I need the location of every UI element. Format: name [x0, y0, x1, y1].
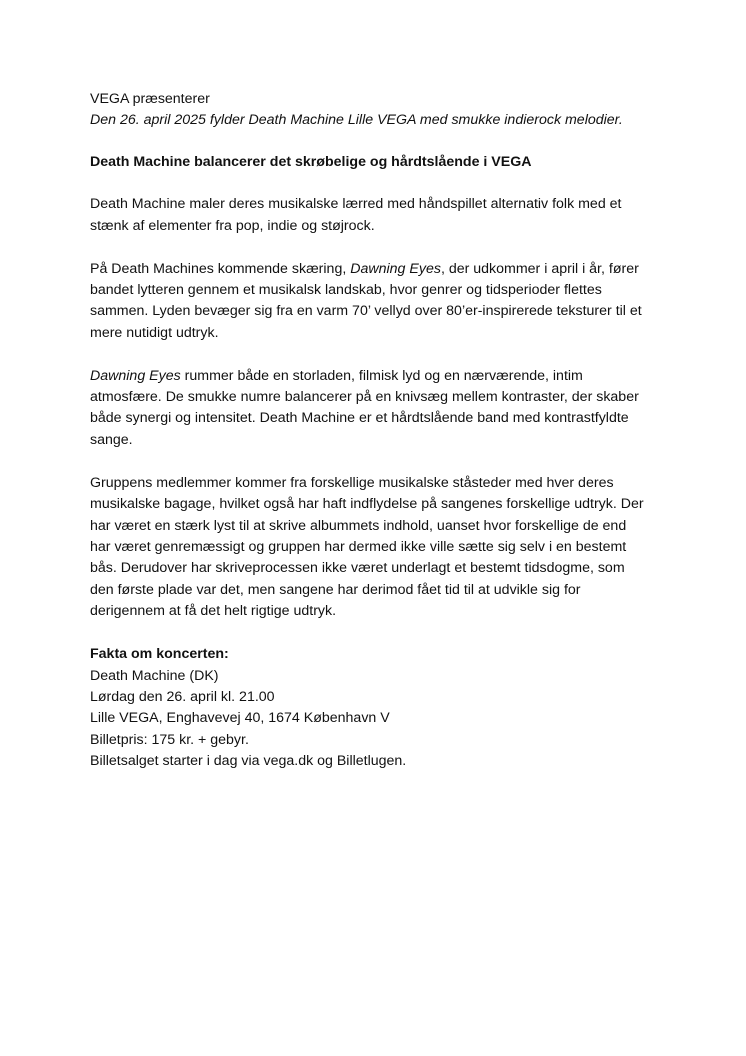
paragraph-2: [90, 259, 670, 345]
paragraph-line: har været genremæssigt og gruppen har dermed ikke ville sætte sig selv i en bestemt: [90, 539, 627, 555]
paragraph-line: sange.: [90, 431, 133, 448]
album-title: Dawning Eyes: [350, 260, 441, 277]
facts-ticket-sale: Billetsalget starter i dag via vega.dk og Billetlugen.: [90, 753, 407, 770]
headline: Death Machine balancerer det skrøbelige og hårdtslående i VEGA: [90, 154, 532, 171]
paragraph-line: både synergi og intensitet. Death Machine er et hårdtslående band med kontrastfyldte: [90, 410, 629, 427]
facts-artist: Death Machine (DK): [90, 667, 219, 684]
paragraph-3: [90, 366, 670, 452]
paragraph-line: [90, 366, 670, 387]
paragraph-text: På Death Machines kommende skæring,: [90, 260, 351, 277]
album-title: Dawning Eyes: [90, 367, 181, 384]
paragraph-line: har været en stærk lyst til at skrive albummets indhold, uanset hvor forskellige de end: [90, 517, 627, 534]
facts-date: Lørdag den 26. april kl. 21.00: [90, 688, 275, 705]
paragraph-line: sammen. Lyden bevæger sig fra en varm 70’ vellyd over 80’er-inspirerede teksturer til et: [90, 303, 642, 320]
paragraph-line: derigennem at få det helt rigtige udtryk.: [90, 603, 337, 620]
paragraph-line: Gruppens medlemmer kommer fra forskellige musikalske ståsteder med hver deres: [90, 474, 614, 491]
paragraph-text: , der udkommer i april i år, fører: [440, 260, 639, 277]
paragraph-line: bandet lytteren gennem et musikalsk landskab, hvor genrer og tidsperioder flettes: [90, 281, 602, 298]
paragraph-line: Death Machine maler deres musikalske lærred med håndspillet alternativ folk med et: [90, 196, 622, 213]
paragraph-line: [90, 259, 670, 280]
facts-price: Billetpris: 175 kr. + gebyr.: [90, 731, 249, 748]
paragraph-line: den første plade var det, men sangene har derimod fået tid til at udvikle sig for: [90, 581, 581, 598]
press-release: [90, 89, 670, 773]
facts-heading: Fakta om koncerten:: [90, 646, 229, 663]
paragraph-line: stænk af elementer fra pop, indie og støjrock.: [90, 217, 375, 234]
concert-facts: [90, 644, 670, 772]
paragraph-line: mere nutidigt udtryk.: [90, 324, 219, 341]
paragraph-4: [90, 473, 670, 623]
paragraph-1: [90, 194, 670, 237]
facts-venue: Lille VEGA, Enghavevej 40, 1674 København V: [90, 710, 390, 727]
tagline: Den 26. april 2025 fylder Death Machine Lille VEGA med smukke indierock melodier.: [90, 112, 623, 129]
paragraph-line: musikalske bagage, hvilket også har haft indflydelse på sangenes forskellige udtryk. Der: [90, 496, 644, 513]
paragraph-line: bås. Derudover har skriveprocessen ikke været underlagt et bestemt tidsdogme, som: [90, 560, 625, 577]
presenter-line: VEGA præsenterer: [90, 91, 210, 107]
paragraph-text: rummer både en storladen, filmisk lyd og en nærværende, intim: [180, 367, 583, 384]
paragraph-line: atmosfære. De smukke numre balancerer på en knivsæg mellem kontraster, der skaber: [90, 389, 639, 406]
